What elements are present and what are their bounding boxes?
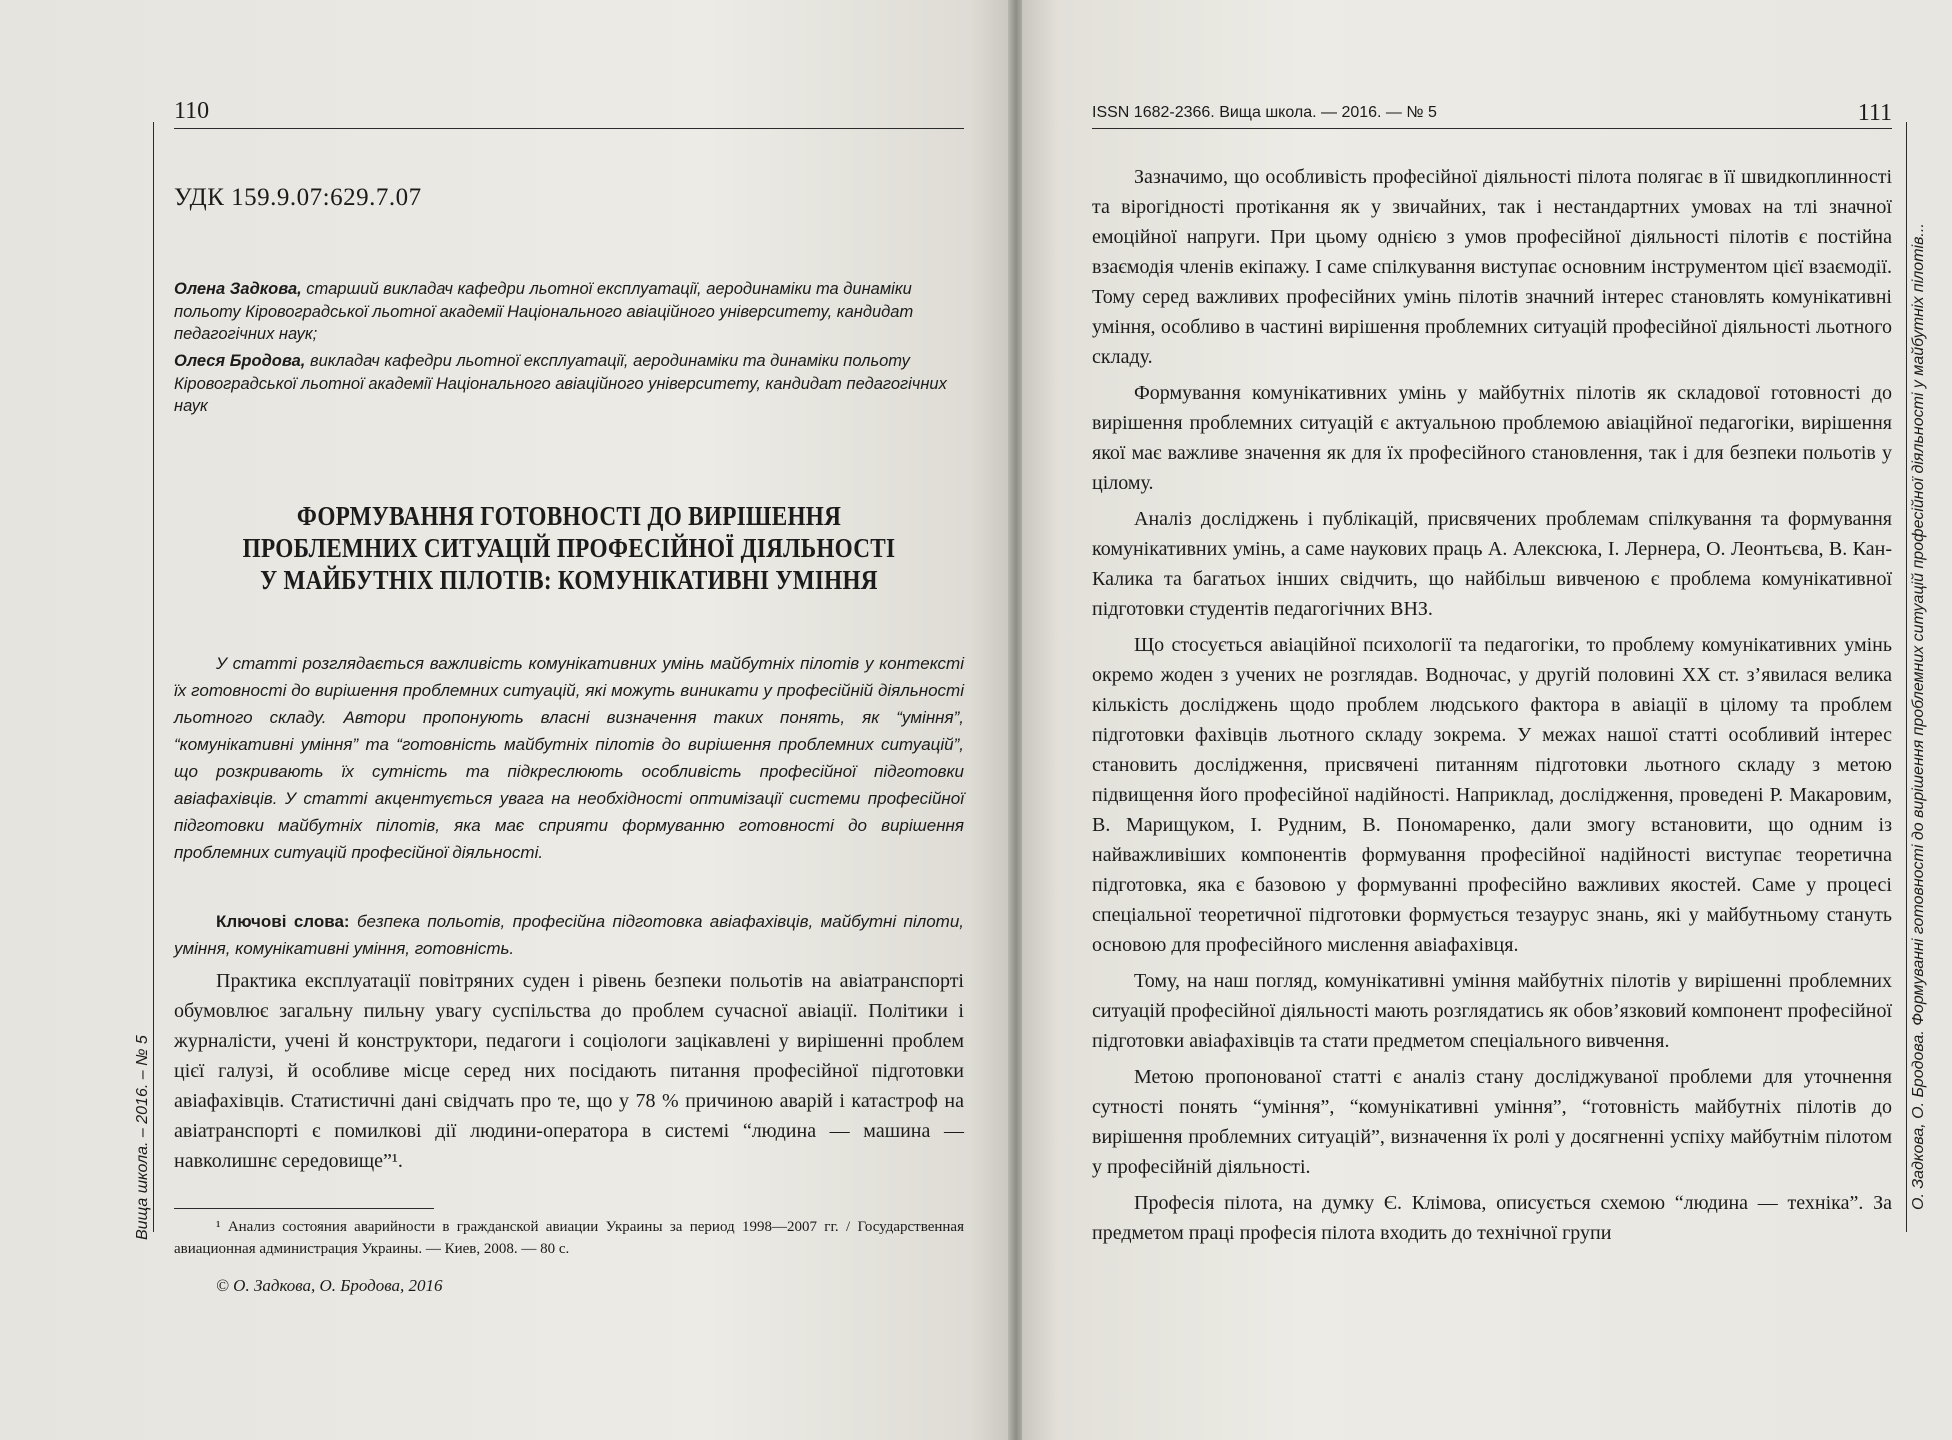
body-paragraph: Формування комунікативних умінь у майбутніх пілотів як складової готовності до вирішення проблемних ситуацій є актуальною проблемою авіаційної педагогіки, вирішення якої має важливе значення як для їх професійного становлення, так і для безпеки польотів у цілому. bbox=[1092, 382, 1892, 494]
body-paragraph: Аналіз досліджень і публікацій, присвячених проблемам спілкування та формування комунікативних умінь, а саме наукових праць А. Алексюка, І. Лернера, О. Леонтьєва, В. Кан-Калика та багатьох інших свідчить, що найбільш вивченою є проблема комунікативної підготовки студентів педагогічних ВНЗ. bbox=[1092, 508, 1892, 620]
author-2-name: Олеся Бродова, bbox=[174, 352, 306, 370]
right-page bbox=[1022, 0, 1952, 1440]
left-body-text bbox=[174, 966, 964, 1184]
left-side-running-text: Вища школа. – 2016. – № 5 bbox=[134, 1035, 151, 1240]
left-side-rule bbox=[153, 122, 154, 1232]
body-paragraph: Тому, на наш погляд, комунікативні уміння майбутніх пілотів у вирішенні проблемних ситуацій професійної діяльності мають розглядатись як обов’язковий компонент професійної підготовки авіафахівців та стати предметом спеціального вивчення. bbox=[1092, 970, 1892, 1052]
right-side-running-text: О. Задкова, О. Бродова. Формуванні готовності до вирішення проблемних ситуацій професійної діяльності у майбутніх пілотів... bbox=[1910, 223, 1927, 1210]
title-line-3: У МАЙБУТНІХ ПІЛОТІВ: КОМУНІКАТИВНІ УМІННЯ bbox=[260, 565, 878, 595]
right-header-rule bbox=[1092, 128, 1892, 129]
footnote: ¹ Анализ состояния аварийности в гражданской авиации Украины за период 1998—2007 гг. / Государственная авиационная администрация Украины. — Киев, 2008. — 80 с. bbox=[174, 1219, 964, 1257]
author-1-bio: старший викладач кафедри льотної експлуатації, аеродинаміки та динаміки польоту Кіровоградської льотної академії Національного авіаційного університету, кандидат педагогічних наук; bbox=[174, 280, 914, 343]
left-page-number: 110 bbox=[174, 98, 210, 124]
body-paragraph: Метою пропонованої статті є аналіз стану досліджуваної проблеми для уточнення сутності понять “уміння”, “комунікативні уміння”, “готовність майбутніх пілотів до вирішення проблемних ситуацій”, визначення їх ролі у досягненні успіху майбутнім пілотом у професійній діяльності. bbox=[1092, 1066, 1892, 1178]
body-paragraph: Практика експлуатації повітряних суден і рівень безпеки польотів на авіатранспорті обумовлює загальну пильну увагу суспільства до проблем сучасної авіації. Політики і журналісти, учені й конструктори, педагоги і соціологи зацікавлені у вирішенні проблем цієї галузі, й особливе місце серед них посідають питання професійної підготовки авіафахівців. Статистичні дані свідчать про те, що у 78 % причиною аварій і катастроф на авіатранспорті є помилкові дії людини-оператора в системі “людина — машина — навколишнє середовище”¹. bbox=[174, 970, 964, 1172]
right-body-text bbox=[1092, 162, 1892, 1254]
keywords-label: Ключові слова: bbox=[216, 912, 350, 931]
left-header-rule bbox=[174, 128, 964, 129]
keywords-text: безпека польотів, професійна підготовка авіафахівців, майбутні пілоти, уміння, комунікативні уміння, готовність. bbox=[174, 912, 964, 958]
body-paragraph: Професія пілота, на думку Є. Клімова, описується схемою “людина — техніка”. За предметом праці професія пілота входить до технічної групи bbox=[1092, 1192, 1892, 1244]
author-2 bbox=[174, 350, 964, 418]
udc-code: УДК 159.9.07:629.7.07 bbox=[174, 184, 422, 211]
title-line-2: ПРОБЛЕМНИХ СИТУАЦІЙ ПРОФЕСІЙНОЇ ДІЯЛЬНОСТІ bbox=[242, 533, 896, 563]
title-line-1: ФОРМУВАННЯ ГОТОВНОСТІ ДО ВИРІШЕННЯ bbox=[296, 501, 842, 531]
right-page-number: 111 bbox=[1857, 100, 1892, 126]
footnote-rule bbox=[174, 1208, 434, 1209]
author-1 bbox=[174, 278, 964, 346]
copyright: © О. Задкова, О. Бродова, 2016 bbox=[216, 1276, 443, 1295]
keywords bbox=[174, 908, 964, 962]
author-2-bio: викладач кафедри льотної експлуатації, аеродинаміки та динаміки польоту Кіровоградської льотної академії Національного авіаційного університету, кандидат педагогічних наук bbox=[174, 352, 947, 415]
body-paragraph: Що стосується авіаційної психології та педагогіки, то проблему комунікативних умінь окремо жоден з учених не розглядав. Водночас, у другій половині XX ст. з’явилася велика кількість досліджень щодо проблем людського фактора в авіації в цілому та проблем підготовки фахівців льотного складу зокрема. У межах нашої статті особливий інтерес становить дослідження, присвячені питанням підготовки льотного складу з метою підвищення його професійної надійності. Наприклад, дослідження, проведені Р. Макаровим, В. Марищуком, І. Рудним, В. Пономаренко, дали змогу встановити, що одним із найважливіших компонентів формування професійної надійності виступає теоретична підготовка, яка є базовою у формуванні професійно важливих якостей. Саме у процесі спеціальної теоретичної підготовки формується тезаурус знань, які у майбутньому стануть основою для професійного мислення авіафахівця. bbox=[1092, 634, 1892, 956]
article-title bbox=[174, 500, 964, 596]
issn-header: ISSN 1682-2366. Вища школа. — 2016. — № 5 bbox=[1092, 104, 1437, 121]
author-1-name: Олена Задкова, bbox=[174, 280, 302, 298]
right-side-rule bbox=[1906, 122, 1907, 1232]
abstract: У статті розглядається важливість комунікативних умінь майбутніх пілотів у контексті їх готовності до вирішення проблемних ситуацій, які можуть виникати у професійній діяльності льотного складу. Автори пропонують власні визначення таких понять, як “уміння”, “комунікативні уміння” та “готовність майбутніх пілотів до вирішення проблемних ситуацій”, що розкривають їх сутність та підкреслюють особливість професійної підготовки авіафахівців. У статті акцентується увага на необхідності оптимізації системи професійної підготовки майбутніх пілотів, яка має сприяти формуванню готовності до вирішення проблемних ситуацій професійної діяльності. bbox=[174, 654, 964, 862]
body-paragraph: Зазначимо, що особливість професійної діяльності пілота полягає в її швидкоплинності та вірогідності протікання як у звичайних, так і нестандартних умовах на тлі значної емоційної напруги. При цьому однією з умов професійної діяльності пілотів є постійна взаємодія членів екіпажу. І саме спілкування виступає основним інструментом цієї взаємодії. Тому серед важливих професійних умінь пілотів значний інтерес становлять комунікативні уміння, особливо в частині вирішення проблемних ситуацій професійної діяльності льотного складу. bbox=[1092, 166, 1892, 368]
